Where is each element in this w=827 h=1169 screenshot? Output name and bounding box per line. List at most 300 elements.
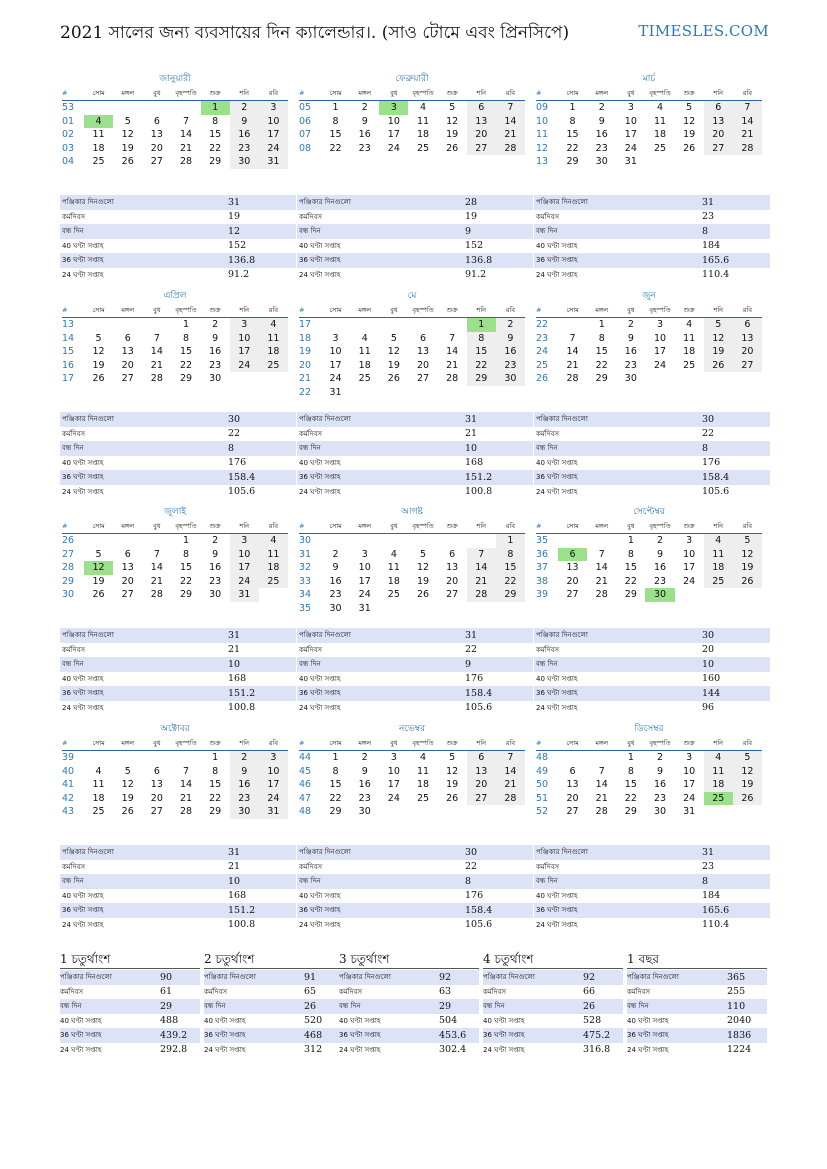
weekend-day-cell[interactable]: 24: [230, 359, 259, 373]
day-cell[interactable]: 8: [569, 115, 576, 127]
day-cell[interactable]: 4: [686, 319, 693, 331]
weekend-day-cell[interactable]: 12: [704, 332, 733, 346]
day-cell[interactable]: 26: [121, 156, 134, 168]
day-cell[interactable]: 9: [212, 548, 219, 560]
day-cell[interactable]: 6: [124, 332, 131, 344]
weekend-day-cell[interactable]: 25: [259, 359, 288, 373]
weekend-day-cell[interactable]: 16: [230, 778, 259, 792]
day-cell[interactable]: 11: [683, 332, 696, 344]
weekend-day-cell[interactable]: 19: [733, 778, 762, 792]
day-cell[interactable]: 7: [598, 765, 605, 777]
day-cell[interactable]: 27: [446, 589, 459, 601]
weekend-day-cell[interactable]: 9: [230, 115, 259, 129]
day-cell[interactable]: 8: [627, 765, 634, 777]
holiday-day-cell[interactable]: 1: [467, 318, 496, 332]
day-cell[interactable]: 6: [449, 548, 456, 560]
day-cell[interactable]: 24: [683, 575, 696, 587]
day-cell[interactable]: 28: [179, 806, 193, 818]
weekend-day-cell[interactable]: 5: [733, 751, 762, 765]
weekend-day-cell[interactable]: 5: [733, 534, 762, 548]
day-cell[interactable]: 9: [627, 332, 634, 344]
weekend-day-cell[interactable]: 11: [259, 548, 288, 562]
day-cell[interactable]: 22: [179, 359, 193, 371]
day-cell[interactable]: 3: [390, 752, 397, 764]
weekend-day-cell[interactable]: 21: [496, 128, 525, 142]
weekend-day-cell[interactable]: 11: [259, 332, 288, 346]
day-cell[interactable]: 24: [387, 792, 400, 804]
day-cell[interactable]: 21: [595, 792, 608, 804]
day-cell[interactable]: 3: [361, 548, 368, 560]
day-cell[interactable]: 11: [653, 115, 667, 127]
day-cell[interactable]: 29: [209, 156, 222, 168]
weekend-day-cell[interactable]: 24: [259, 792, 288, 806]
day-cell[interactable]: 21: [446, 359, 459, 371]
day-cell[interactable]: 12: [387, 346, 400, 358]
weekend-day-cell[interactable]: 29: [467, 372, 496, 386]
day-cell[interactable]: 29: [179, 373, 193, 385]
day-cell[interactable]: 5: [686, 102, 693, 114]
day-cell[interactable]: 28: [179, 156, 193, 168]
day-cell[interactable]: 1: [212, 752, 219, 764]
holiday-day-cell[interactable]: 30: [645, 588, 674, 602]
day-cell[interactable]: 18: [92, 792, 105, 804]
day-cell[interactable]: 13: [566, 562, 579, 574]
holiday-day-cell[interactable]: 12: [84, 561, 113, 575]
day-cell[interactable]: 7: [182, 115, 190, 127]
weekend-day-cell[interactable]: 20: [704, 128, 733, 142]
day-cell[interactable]: 7: [569, 332, 576, 344]
weekend-day-cell[interactable]: 27: [704, 142, 733, 156]
weekend-day-cell[interactable]: 17: [259, 128, 288, 142]
day-cell[interactable]: 19: [121, 792, 134, 804]
weekend-day-cell[interactable]: 4: [259, 318, 288, 332]
day-cell[interactable]: 28: [566, 373, 579, 385]
weekend-day-cell[interactable]: 7: [733, 101, 762, 115]
weekend-day-cell[interactable]: 12: [733, 548, 762, 562]
day-cell[interactable]: 22: [329, 792, 342, 804]
weekend-day-cell[interactable]: 29: [496, 588, 525, 602]
day-cell[interactable]: 12: [121, 779, 134, 791]
day-cell[interactable]: 5: [95, 548, 102, 560]
day-cell[interactable]: 13: [150, 129, 163, 141]
day-cell[interactable]: 19: [446, 779, 459, 791]
weekend-day-cell[interactable]: 28: [496, 142, 525, 156]
day-cell[interactable]: 31: [329, 386, 342, 398]
day-cell[interactable]: 30: [209, 589, 222, 601]
day-cell[interactable]: 29: [329, 806, 342, 818]
weekend-day-cell[interactable]: 23: [230, 792, 259, 806]
holiday-day-cell[interactable]: 3: [379, 101, 408, 115]
day-cell[interactable]: 2: [212, 319, 219, 331]
day-cell[interactable]: 29: [209, 806, 222, 818]
day-cell[interactable]: 13: [416, 346, 430, 358]
weekend-day-cell[interactable]: 11: [704, 765, 733, 779]
day-cell[interactable]: 11: [387, 562, 400, 574]
day-cell[interactable]: 3: [686, 752, 693, 764]
weekend-day-cell[interactable]: 13: [467, 765, 496, 779]
weekend-day-cell[interactable]: 3: [230, 534, 259, 548]
day-cell[interactable]: 30: [653, 806, 667, 818]
day-cell[interactable]: 17: [683, 779, 696, 791]
day-cell[interactable]: 8: [627, 548, 634, 560]
weekend-day-cell[interactable]: 17: [230, 561, 259, 575]
day-cell[interactable]: 7: [598, 548, 605, 560]
day-cell[interactable]: 28: [150, 589, 163, 601]
day-cell[interactable]: 18: [92, 142, 105, 154]
weekend-day-cell[interactable]: 16: [230, 128, 259, 142]
day-cell[interactable]: 8: [332, 765, 339, 777]
day-cell[interactable]: 14: [566, 346, 579, 358]
weekend-day-cell[interactable]: 19: [704, 345, 733, 359]
weekend-day-cell[interactable]: 8: [496, 548, 525, 562]
weekend-day-cell[interactable]: 18: [259, 561, 288, 575]
day-cell[interactable]: 1: [627, 752, 634, 764]
day-cell[interactable]: 11: [92, 779, 105, 791]
day-cell[interactable]: 15: [595, 346, 608, 358]
day-cell[interactable]: 17: [653, 346, 667, 358]
day-cell[interactable]: 15: [179, 346, 193, 358]
weekend-day-cell[interactable]: 3: [230, 318, 259, 332]
weekend-day-cell[interactable]: 20: [467, 778, 496, 792]
weekend-day-cell[interactable]: 26: [704, 359, 733, 373]
weekend-day-cell[interactable]: 5: [704, 318, 733, 332]
day-cell[interactable]: 25: [683, 359, 696, 371]
day-cell[interactable]: 20: [566, 792, 579, 804]
day-cell[interactable]: 21: [566, 359, 579, 371]
weekend-day-cell[interactable]: 17: [259, 778, 288, 792]
day-cell[interactable]: 24: [624, 142, 637, 154]
weekend-day-cell[interactable]: 18: [704, 561, 733, 575]
day-cell[interactable]: 8: [598, 332, 605, 344]
day-cell[interactable]: 30: [329, 602, 342, 614]
day-cell[interactable]: 16: [358, 129, 371, 141]
day-cell[interactable]: 18: [416, 779, 430, 791]
day-cell[interactable]: 8: [212, 115, 219, 127]
holiday-day-cell[interactable]: 25: [704, 792, 733, 806]
weekend-day-cell[interactable]: 25: [259, 575, 288, 589]
day-cell[interactable]: 2: [361, 752, 368, 764]
day-cell[interactable]: 23: [653, 792, 667, 804]
day-cell[interactable]: 2: [656, 752, 664, 764]
day-cell[interactable]: 8: [212, 765, 219, 777]
day-cell[interactable]: 20: [150, 792, 163, 804]
day-cell[interactable]: 1: [182, 535, 190, 547]
day-cell[interactable]: 27: [150, 156, 163, 168]
weekend-day-cell[interactable]: 28: [467, 588, 496, 602]
weekend-day-cell[interactable]: 30: [496, 372, 525, 386]
day-cell[interactable]: 30: [595, 156, 608, 168]
weekend-day-cell[interactable]: 28: [496, 792, 525, 806]
weekend-day-cell[interactable]: 31: [259, 805, 288, 819]
day-cell[interactable]: 1: [627, 535, 634, 547]
day-cell[interactable]: 10: [329, 346, 342, 358]
day-cell[interactable]: 16: [624, 346, 637, 358]
weekend-day-cell[interactable]: 27: [467, 142, 496, 156]
day-cell[interactable]: 28: [595, 589, 608, 601]
day-cell[interactable]: 15: [209, 779, 222, 791]
weekend-day-cell[interactable]: 16: [496, 345, 525, 359]
day-cell[interactable]: 30: [624, 373, 637, 385]
day-cell[interactable]: 27: [416, 373, 430, 385]
weekend-day-cell[interactable]: 14: [467, 561, 496, 575]
day-cell[interactable]: 20: [446, 575, 459, 587]
day-cell[interactable]: 29: [624, 806, 637, 818]
day-cell[interactable]: 28: [446, 373, 459, 385]
weekend-day-cell[interactable]: 24: [230, 575, 259, 589]
day-cell[interactable]: 21: [150, 575, 163, 587]
day-cell[interactable]: 15: [209, 129, 222, 141]
day-cell[interactable]: 5: [449, 752, 456, 764]
day-cell[interactable]: 13: [446, 562, 459, 574]
day-cell[interactable]: 29: [566, 156, 579, 168]
weekend-day-cell[interactable]: 15: [467, 345, 496, 359]
day-cell[interactable]: 4: [656, 102, 664, 114]
day-cell[interactable]: 22: [329, 142, 342, 154]
day-cell[interactable]: 13: [566, 779, 579, 791]
day-cell[interactable]: 26: [416, 589, 430, 601]
weekend-day-cell[interactable]: 9: [496, 332, 525, 346]
day-cell[interactable]: 17: [387, 129, 400, 141]
weekend-day-cell[interactable]: 23: [230, 142, 259, 156]
weekend-day-cell[interactable]: 9: [230, 765, 259, 779]
day-cell[interactable]: 10: [683, 765, 696, 777]
day-cell[interactable]: 26: [683, 142, 696, 154]
weekend-day-cell[interactable]: 15: [496, 561, 525, 575]
day-cell[interactable]: 2: [656, 535, 664, 547]
weekend-day-cell[interactable]: 20: [733, 345, 762, 359]
day-cell[interactable]: 23: [358, 792, 371, 804]
day-cell[interactable]: 19: [683, 129, 696, 141]
day-cell[interactable]: 26: [121, 806, 134, 818]
day-cell[interactable]: 29: [179, 589, 193, 601]
weekend-day-cell[interactable]: 27: [467, 792, 496, 806]
day-cell[interactable]: 31: [624, 156, 637, 168]
day-cell[interactable]: 30: [358, 806, 371, 818]
day-cell[interactable]: 28: [595, 806, 608, 818]
day-cell[interactable]: 4: [419, 102, 427, 114]
weekend-day-cell[interactable]: 10: [259, 115, 288, 129]
day-cell[interactable]: 8: [182, 332, 190, 344]
day-cell[interactable]: 23: [595, 142, 608, 154]
weekend-day-cell[interactable]: 2: [230, 751, 259, 765]
day-cell[interactable]: 25: [92, 806, 105, 818]
day-cell[interactable]: 21: [150, 359, 163, 371]
day-cell[interactable]: 27: [566, 589, 579, 601]
day-cell[interactable]: 23: [329, 589, 342, 601]
weekend-day-cell[interactable]: 25: [704, 575, 733, 589]
weekend-day-cell[interactable]: 6: [704, 101, 733, 115]
weekend-day-cell[interactable]: 8: [467, 332, 496, 346]
day-cell[interactable]: 7: [182, 765, 190, 777]
weekend-day-cell[interactable]: 4: [704, 751, 733, 765]
day-cell[interactable]: 9: [361, 765, 368, 777]
weekend-day-cell[interactable]: 13: [467, 115, 496, 129]
day-cell[interactable]: 10: [387, 765, 400, 777]
weekend-day-cell[interactable]: 3: [259, 751, 288, 765]
day-cell[interactable]: 27: [150, 806, 163, 818]
day-cell[interactable]: 24: [653, 359, 667, 371]
day-cell[interactable]: 1: [332, 102, 339, 114]
day-cell[interactable]: 15: [624, 562, 637, 574]
day-cell[interactable]: 29: [624, 589, 637, 601]
day-cell[interactable]: 25: [653, 142, 667, 154]
weekend-day-cell[interactable]: 4: [259, 534, 288, 548]
day-cell[interactable]: 31: [683, 806, 696, 818]
day-cell[interactable]: 23: [358, 142, 371, 154]
day-cell[interactable]: 16: [653, 779, 667, 791]
day-cell[interactable]: 28: [150, 373, 163, 385]
day-cell[interactable]: 16: [209, 562, 222, 574]
day-cell[interactable]: 7: [153, 332, 160, 344]
day-cell[interactable]: 9: [656, 765, 664, 777]
weekend-day-cell[interactable]: 26: [733, 792, 762, 806]
day-cell[interactable]: 13: [121, 562, 134, 574]
weekend-day-cell[interactable]: 31: [259, 155, 288, 169]
day-cell[interactable]: 8: [182, 548, 190, 560]
weekend-day-cell[interactable]: 20: [467, 128, 496, 142]
day-cell[interactable]: 10: [358, 562, 371, 574]
weekend-day-cell[interactable]: 24: [259, 142, 288, 156]
holiday-day-cell[interactable]: 6: [558, 548, 587, 562]
day-cell[interactable]: 4: [419, 752, 427, 764]
day-cell[interactable]: 16: [595, 129, 608, 141]
day-cell[interactable]: 9: [212, 332, 219, 344]
day-cell[interactable]: 24: [329, 373, 342, 385]
day-cell[interactable]: 31: [358, 602, 371, 614]
day-cell[interactable]: 2: [598, 102, 605, 114]
day-cell[interactable]: 17: [683, 562, 696, 574]
day-cell[interactable]: 22: [566, 142, 579, 154]
weekend-day-cell[interactable]: 14: [733, 115, 762, 129]
weekend-day-cell[interactable]: 14: [496, 765, 525, 779]
day-cell[interactable]: 16: [209, 346, 222, 358]
day-cell[interactable]: 13: [121, 346, 134, 358]
day-cell[interactable]: 15: [329, 129, 342, 141]
day-cell[interactable]: 5: [390, 332, 397, 344]
day-cell[interactable]: 14: [446, 346, 459, 358]
day-cell[interactable]: 5: [95, 332, 102, 344]
weekend-day-cell[interactable]: 21: [467, 575, 496, 589]
day-cell[interactable]: 11: [416, 765, 430, 777]
day-cell[interactable]: 18: [683, 346, 696, 358]
weekend-day-cell[interactable]: 7: [467, 548, 496, 562]
day-cell[interactable]: 27: [121, 589, 134, 601]
day-cell[interactable]: 2: [361, 102, 368, 114]
day-cell[interactable]: 3: [656, 319, 664, 331]
day-cell[interactable]: 15: [329, 779, 342, 791]
day-cell[interactable]: 22: [595, 359, 608, 371]
day-cell[interactable]: 7: [449, 332, 456, 344]
day-cell[interactable]: 6: [569, 765, 576, 777]
holiday-day-cell[interactable]: 4: [84, 115, 113, 129]
day-cell[interactable]: 14: [595, 562, 608, 574]
day-cell[interactable]: 14: [150, 562, 163, 574]
day-cell[interactable]: 22: [179, 575, 193, 587]
day-cell[interactable]: 29: [595, 373, 608, 385]
day-cell[interactable]: 9: [598, 115, 605, 127]
day-cell[interactable]: 20: [121, 575, 134, 587]
day-cell[interactable]: 15: [179, 562, 193, 574]
day-cell[interactable]: 23: [209, 359, 222, 371]
day-cell[interactable]: 21: [179, 792, 193, 804]
day-cell[interactable]: 2: [627, 319, 634, 331]
day-cell[interactable]: 3: [332, 332, 339, 344]
day-cell[interactable]: 14: [595, 779, 608, 791]
weekend-day-cell[interactable]: 7: [496, 101, 525, 115]
day-cell[interactable]: 1: [598, 319, 605, 331]
day-cell[interactable]: 19: [446, 129, 459, 141]
weekend-day-cell[interactable]: 27: [733, 359, 762, 373]
weekend-day-cell[interactable]: 19: [733, 561, 762, 575]
weekend-day-cell[interactable]: 4: [704, 534, 733, 548]
day-cell[interactable]: 14: [179, 129, 193, 141]
day-cell[interactable]: 10: [624, 115, 637, 127]
day-cell[interactable]: 11: [358, 346, 371, 358]
weekend-day-cell[interactable]: 6: [467, 751, 496, 765]
day-cell[interactable]: 26: [92, 373, 105, 385]
day-cell[interactable]: 20: [566, 575, 579, 587]
day-cell[interactable]: 9: [332, 562, 339, 574]
day-cell[interactable]: 4: [95, 765, 102, 777]
day-cell[interactable]: 22: [624, 792, 637, 804]
day-cell[interactable]: 26: [446, 792, 459, 804]
weekend-day-cell[interactable]: 2: [230, 101, 259, 115]
weekend-day-cell[interactable]: 13: [704, 115, 733, 129]
holiday-day-cell[interactable]: 1: [201, 101, 230, 115]
day-cell[interactable]: 4: [361, 332, 368, 344]
day-cell[interactable]: 14: [179, 779, 193, 791]
day-cell[interactable]: 16: [358, 779, 371, 791]
day-cell[interactable]: 25: [358, 373, 371, 385]
weekend-day-cell[interactable]: 17: [230, 345, 259, 359]
day-cell[interactable]: 26: [446, 142, 459, 154]
weekend-day-cell[interactable]: 22: [467, 359, 496, 373]
weekend-day-cell[interactable]: 26: [733, 575, 762, 589]
weekend-day-cell[interactable]: 31: [230, 588, 259, 602]
weekend-day-cell[interactable]: 6: [733, 318, 762, 332]
day-cell[interactable]: 22: [209, 792, 222, 804]
day-cell[interactable]: 19: [121, 142, 134, 154]
day-cell[interactable]: 20: [121, 359, 134, 371]
day-cell[interactable]: 18: [653, 129, 667, 141]
weekend-day-cell[interactable]: 10: [230, 548, 259, 562]
day-cell[interactable]: 3: [686, 535, 693, 547]
day-cell[interactable]: 19: [387, 359, 400, 371]
day-cell[interactable]: 5: [124, 115, 131, 127]
weekend-day-cell[interactable]: 30: [230, 805, 259, 819]
day-cell[interactable]: 20: [416, 359, 430, 371]
day-cell[interactable]: 10: [653, 332, 667, 344]
day-cell[interactable]: 3: [627, 102, 634, 114]
day-cell[interactable]: 27: [121, 373, 134, 385]
day-cell[interactable]: 25: [92, 156, 105, 168]
day-cell[interactable]: 7: [153, 548, 160, 560]
day-cell[interactable]: 15: [566, 129, 579, 141]
day-cell[interactable]: 5: [419, 548, 427, 560]
day-cell[interactable]: 21: [595, 575, 608, 587]
day-cell[interactable]: 1: [569, 102, 576, 114]
day-cell[interactable]: 17: [387, 779, 400, 791]
weekend-day-cell[interactable]: 2: [496, 318, 525, 332]
day-cell[interactable]: 2: [212, 535, 219, 547]
day-cell[interactable]: 19: [92, 575, 105, 587]
day-cell[interactable]: 26: [387, 373, 400, 385]
weekend-day-cell[interactable]: 3: [259, 101, 288, 115]
day-cell[interactable]: 4: [390, 548, 397, 560]
day-cell[interactable]: 6: [124, 548, 131, 560]
day-cell[interactable]: 14: [150, 346, 163, 358]
day-cell[interactable]: 16: [653, 562, 667, 574]
